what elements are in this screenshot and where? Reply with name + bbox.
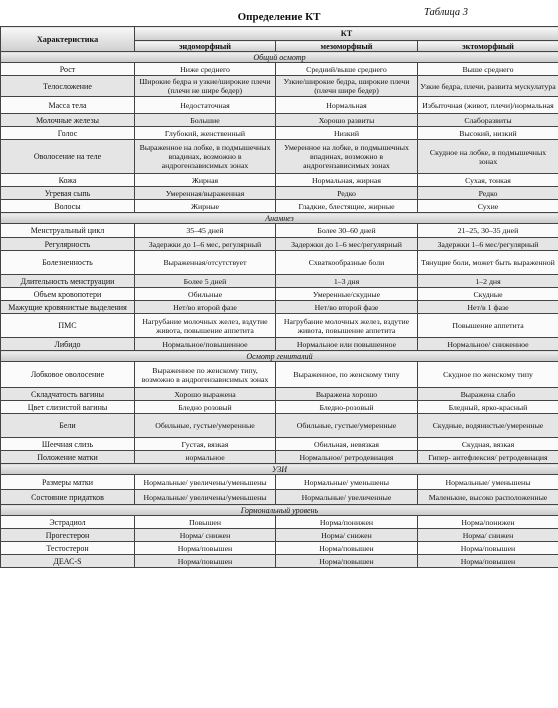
table-cell: Норма/повышен	[276, 542, 418, 555]
table-cell: Сухие	[418, 200, 558, 213]
table-cell: Гладкие, блестящие, жирные	[276, 200, 418, 213]
table-cell: Нет/во второй фазе	[276, 301, 418, 314]
table-cell: Большие	[135, 114, 276, 127]
table-cell: Выраженная/отсутствует	[135, 251, 276, 275]
table-cell: Высокий, низкий	[418, 127, 558, 140]
table-cell: Нормальное/повышенное	[135, 338, 276, 351]
table-cell: Норма/повышен	[135, 542, 276, 555]
table-cell: нормальное	[135, 451, 276, 464]
row-label: Угревая сыпь	[1, 187, 135, 200]
table-cell: Обильные, густые/умеренные	[135, 414, 276, 438]
table-row	[1, 140, 558, 174]
section-row	[1, 213, 558, 224]
table-row	[1, 275, 558, 288]
table-cell: Низкий	[276, 127, 418, 140]
table-cell: Норма/повышен	[276, 555, 418, 568]
row-label: Голос	[1, 127, 135, 140]
table-row	[1, 301, 558, 314]
section-row	[1, 505, 558, 516]
table-cell: 21–25, 30–35 дней	[418, 224, 558, 238]
table-cell: Нормальные/ увеличенные	[276, 490, 418, 505]
table-cell: Широкие бедра и узкие/широкие плечи (плечи не шире бедер)	[135, 76, 276, 97]
table-cell: Ниже среднего	[135, 63, 276, 76]
table-cell: Нормальная	[276, 97, 418, 114]
table-cell: 1–3 дня	[276, 275, 418, 288]
row-label: Лобковое оволосение	[1, 362, 135, 388]
table-row	[1, 555, 558, 568]
table-cell: Норма/повышен	[418, 542, 558, 555]
table-cell: 35–45 дней	[135, 224, 276, 238]
table-row	[1, 451, 558, 464]
row-label: Либидо	[1, 338, 135, 351]
table-cell: 1–2 дня	[418, 275, 558, 288]
row-label: Масса тела	[1, 97, 135, 114]
table-cell: Избыточная (живот, плечи)/нормальная	[418, 97, 558, 114]
row-label: Шеечная слизь	[1, 438, 135, 451]
table-row	[1, 438, 558, 451]
table-cell: Обильные	[135, 288, 276, 301]
table-cell: Нет/во второй фазе	[135, 301, 276, 314]
section-title: Общий осмотр	[1, 52, 558, 63]
table-row	[1, 362, 558, 388]
table-cell: Маленькие, высоко расположенные	[418, 490, 558, 505]
table-row	[1, 516, 558, 529]
table-row	[1, 200, 558, 213]
row-label: Кожа	[1, 174, 135, 187]
table-cell: Нормальная, жирная	[276, 174, 418, 187]
table-cell: Нормальное или повышенное	[276, 338, 418, 351]
table-row	[1, 114, 558, 127]
table-cell: Нормальные/ уменьшены	[276, 475, 418, 490]
row-label: ПМС	[1, 314, 135, 338]
section-row	[1, 52, 558, 63]
table-cell: Задержки 1–6 мес/регулярный	[418, 238, 558, 251]
table-cell: Повышение аппетита	[418, 314, 558, 338]
table-row	[1, 414, 558, 438]
header-kt: КТ	[135, 27, 558, 41]
table-cell: Узкие/широкие бедра, широкие плечи (плечи шире бедер)	[276, 76, 418, 97]
table-row	[1, 187, 558, 200]
table-row	[1, 63, 558, 76]
table-cell: Нагрубание молочных желез, вздутие живота, повышение аппетита	[135, 314, 276, 338]
section-title: Осмотр гениталий	[1, 351, 558, 362]
table-cell: Бледный, ярко-красный	[418, 401, 558, 414]
row-label: Складчатость вагины	[1, 388, 135, 401]
row-label: Объем кровопотери	[1, 288, 135, 301]
table-row	[1, 238, 558, 251]
table-cell: Норма/повышен	[135, 555, 276, 568]
table-cell: Умеренная/выраженная	[135, 187, 276, 200]
table-cell: Бледно-розовый	[276, 401, 418, 414]
table-cell: Недостаточная	[135, 97, 276, 114]
row-label: Рост	[1, 63, 135, 76]
table-cell: Норма/ снижен	[135, 529, 276, 542]
table-cell: Хорошо развиты	[276, 114, 418, 127]
table-body	[1, 52, 558, 568]
table-cell: Обильные, густые/умеренные	[276, 414, 418, 438]
table-row	[1, 338, 558, 351]
row-label: Цвет слизистой вагины	[1, 401, 135, 414]
row-label: Молочные железы	[1, 114, 135, 127]
table-cell: Скудное на лобке, в подмышечных зонах	[418, 140, 558, 174]
section-title: Гормональный уровень	[1, 505, 558, 516]
section-row	[1, 464, 558, 475]
row-label: Размеры матки	[1, 475, 135, 490]
table-cell: Нормальное/ сниженное	[418, 338, 558, 351]
table-cell: Норма/понижен	[418, 516, 558, 529]
document-title: Определение КТ	[237, 11, 321, 23]
table-cell: Норма/понижен	[276, 516, 418, 529]
table-number: Таблица 3	[424, 7, 469, 18]
table-cell: Выражена слабо	[418, 388, 558, 401]
row-label: Положение матки	[1, 451, 135, 464]
table-cell: Редко	[418, 187, 558, 200]
row-label: Бели	[1, 414, 135, 438]
row-label: Оволосение на теле	[1, 140, 135, 174]
table-cell: Схваткообразные боли	[276, 251, 418, 275]
row-label: Эстрадиол	[1, 516, 135, 529]
row-label: Тестостерон	[1, 542, 135, 555]
header-characteristic: Характеристика	[1, 27, 135, 52]
table-cell: Густая, вязкая	[135, 438, 276, 451]
table-row	[1, 224, 558, 238]
table-cell: Скудное по женскому типу	[418, 362, 558, 388]
table-cell: Скудные, водянистые/умеренные	[418, 414, 558, 438]
table-cell: Обильная, невязкая	[276, 438, 418, 451]
table-cell: Скудные	[418, 288, 558, 301]
table-cell: Норма/ снижен	[418, 529, 558, 542]
table-cell: Выражена хорошо	[276, 388, 418, 401]
row-label: Регулярность	[1, 238, 135, 251]
table-cell: Нет/в 1 фазе	[418, 301, 558, 314]
kt-definition-table	[0, 26, 558, 568]
table-cell: Более 5 дней	[135, 275, 276, 288]
table-cell: Нормальные/ увеличены/уменьшены	[135, 475, 276, 490]
row-label: Болезненность	[1, 251, 135, 275]
table-cell: Нормальное/ ретродевиация	[276, 451, 418, 464]
table-cell: Тянущие боли, может быть выраженной	[418, 251, 558, 275]
table-cell: Скудная, вязкая	[418, 438, 558, 451]
table-cell: Нормальные/ уменьшены	[418, 475, 558, 490]
table-cell: Задержки до 1–6 мес, регулярный	[135, 238, 276, 251]
row-label: Телосложение	[1, 76, 135, 97]
table-cell: Нагрубание молочных желез, вздутие живота, повышение аппетита	[276, 314, 418, 338]
section-title: УЗИ	[1, 464, 558, 475]
table-cell: Хорошо выражена	[135, 388, 276, 401]
table-row	[1, 174, 558, 187]
table-cell: Сухая, тонкая	[418, 174, 558, 187]
table-cell: Повышен	[135, 516, 276, 529]
table-cell: Глубокий, женственный	[135, 127, 276, 140]
table-row	[1, 97, 558, 114]
section-title: Анамнез	[1, 213, 558, 224]
header-col-mesomorph: мезоморфный	[276, 41, 418, 52]
table-cell: Жирная	[135, 174, 276, 187]
table-row	[1, 127, 558, 140]
table-cell: Задержки до 1–6 мес/регулярный	[276, 238, 418, 251]
table-cell: Норма/ снижен	[276, 529, 418, 542]
table-row	[1, 314, 558, 338]
table-row	[1, 288, 558, 301]
caption	[0, 4, 558, 28]
header-col-endomorph: эндоморфный	[135, 41, 276, 52]
table-row	[1, 401, 558, 414]
table-cell: Выраженное по женскому типу, возможно в андрогензависимых зонах	[135, 362, 276, 388]
table-cell: Умеренные/скудные	[276, 288, 418, 301]
table-cell: Выраженное, по женскому типу	[276, 362, 418, 388]
table-cell: Более 30–60 дней	[276, 224, 418, 238]
table-cell: Выше среднего	[418, 63, 558, 76]
table-cell: Средний/выше среднего	[276, 63, 418, 76]
row-label: ДЕАС-S	[1, 555, 135, 568]
section-row	[1, 351, 558, 362]
table-cell: Слаборазвиты	[418, 114, 558, 127]
row-label: Прогестерон	[1, 529, 135, 542]
row-label: Состояние придатков	[1, 490, 135, 505]
table-cell: Выраженное на лобке, в подмышечных впадинах, возможно в андрогензависимых зонах	[135, 140, 276, 174]
table-cell: Узкие бедра, плечи, развита мускулатура	[418, 76, 558, 97]
table-row	[1, 529, 558, 542]
row-label: Длительность менструации	[1, 275, 135, 288]
table-cell: Бледно розовый	[135, 401, 276, 414]
row-label: Волосы	[1, 200, 135, 213]
table-cell: Редко	[276, 187, 418, 200]
table-cell: Норма/повышен	[418, 555, 558, 568]
row-label: Мажущие кровянистые выделения	[1, 301, 135, 314]
table-cell: Умеренное на лобке, в подмышечных впадинах, возможно в андрогензависимых зонах	[276, 140, 418, 174]
row-label: Менструальный цикл	[1, 224, 135, 238]
table-cell: Гипер- антефлексия/ ретродевиация	[418, 451, 558, 464]
table-cell: Жирные	[135, 200, 276, 213]
table-row	[1, 251, 558, 275]
header-col-ectomorph: эктоморфный	[418, 41, 558, 52]
table-row	[1, 76, 558, 97]
table-cell: Нормальные/ увеличены/уменьшены	[135, 490, 276, 505]
table-row	[1, 542, 558, 555]
table-row	[1, 475, 558, 490]
table-row	[1, 490, 558, 505]
table-row	[1, 388, 558, 401]
